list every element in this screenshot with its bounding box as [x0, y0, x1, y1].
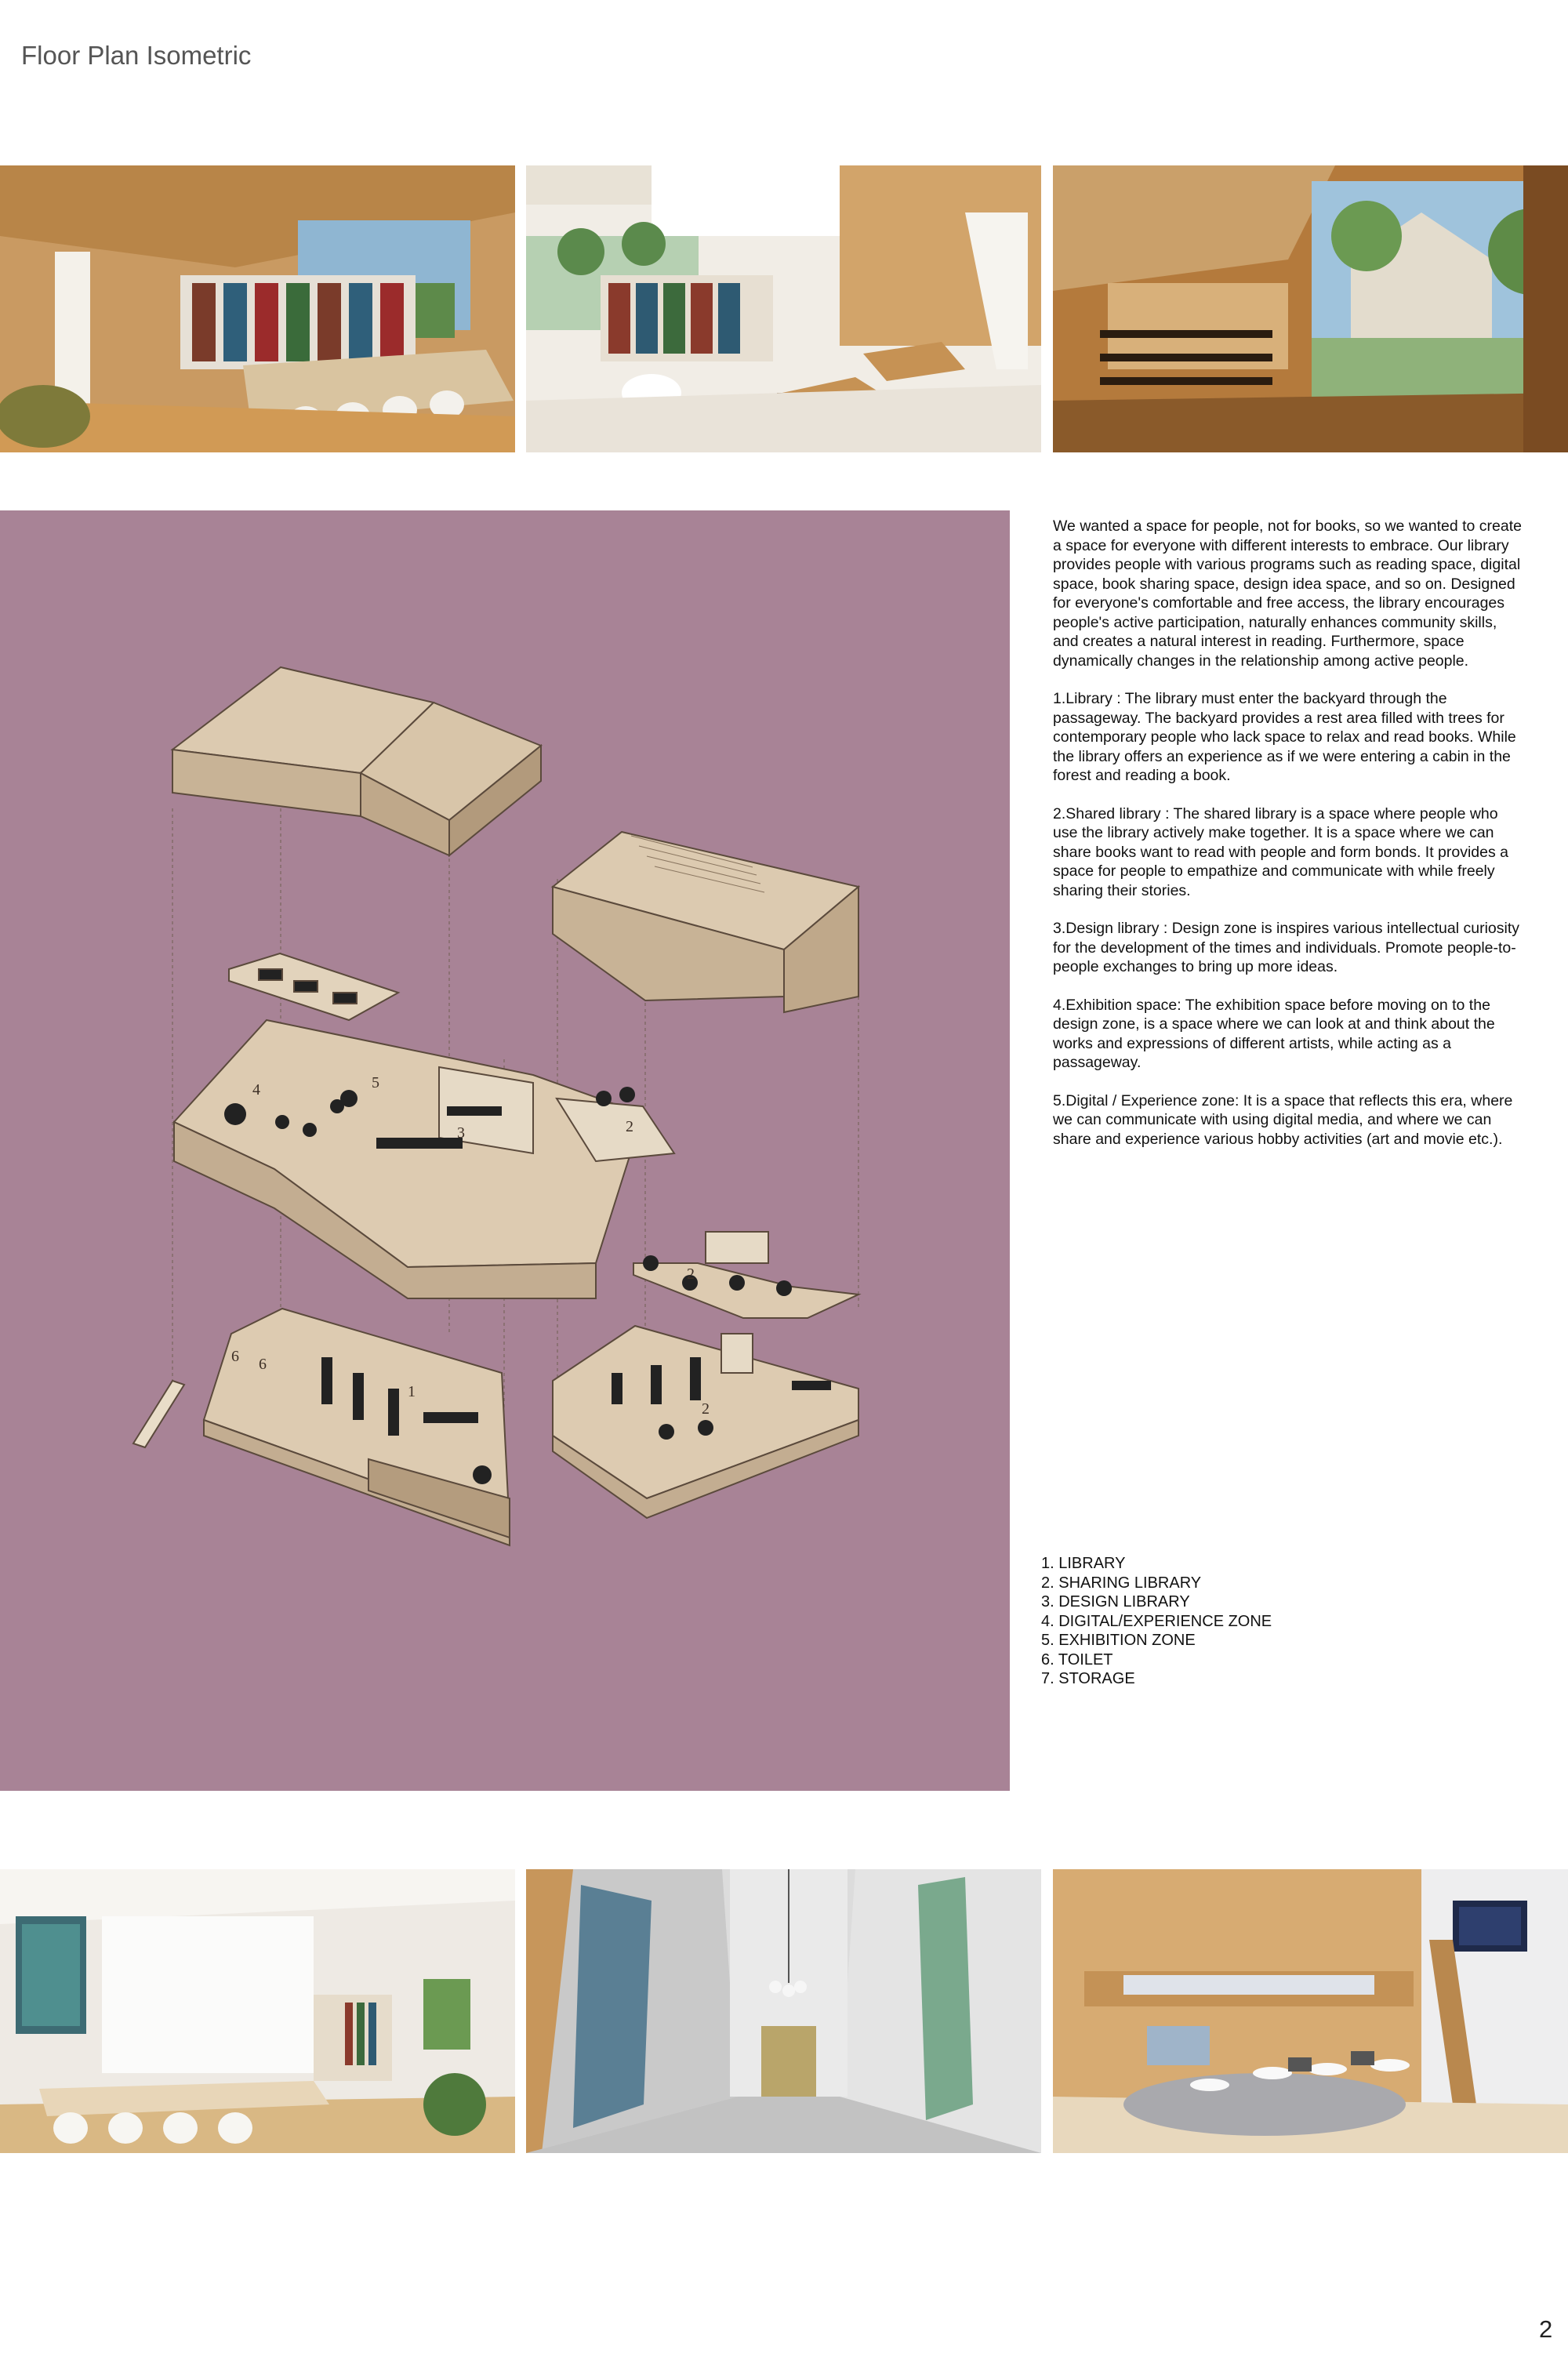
zone-label-2a: 2 [702, 1400, 710, 1418]
mezzanine-slab [229, 953, 398, 1020]
isometric-diagram [0, 510, 1010, 1791]
page-number: 2 [1539, 2315, 1553, 2343]
description-paragraph: 5.Digital / Experience zone: It is a space that reflects this era, where we can communicate with using digital media, and where we can share and experience various hobby activities (art and movie etc.). [1053, 1091, 1513, 1148]
zone-label-2b: 2 [687, 1265, 695, 1283]
description-paragraph: 2.Shared library : The shared library is a space where people who use the library actively make together. It is a space where we can share books want to read with people and form bonds. It provides a space for people to empathize and communicate with while freely sharing their stories. [1053, 804, 1509, 899]
description-paragraph: 4.Exhibition space: The exhibition space before moving on to the design zone, is a space where we can look at and think about the works and expressions of different artists, while acting as a passageway. [1053, 996, 1495, 1071]
description-paragraph: 1.Library : The library must enter the backyard through the passageway. The backyard provides a rest area filled with trees for contemporary people who lack space to relax and read books. While the library offers an experience as if we were entering a cabin in the forest and reading a book. [1053, 690, 1516, 784]
render-backyard-deck [1053, 165, 1568, 452]
description-paragraph: We wanted a space for people, not for books, so we wanted to create a space for everyone with different interests to embrace. Our library provides people with various programs such as reading space, digital space, book sharing space, design idea space, and so on. Designed for everyone's comfortable and free access, the library encourages people's active participation, naturally enhances community skills, and creates a natural interest in reading. Furthermore, space dynamically changes in the relationship among active people. [1053, 517, 1522, 670]
zone-label-6b: 6 [259, 1356, 267, 1373]
zone-label-6a: 6 [231, 1348, 239, 1365]
render-gallery-corridor [526, 1869, 1041, 2153]
zone-label-1: 1 [408, 1383, 416, 1400]
legend-item: 7. STORAGE [1041, 1670, 1135, 1687]
render-study-room [0, 1869, 515, 2153]
legend-item: 1. LIBRARY [1041, 1555, 1126, 1572]
roof-right [553, 832, 858, 1012]
page-title: Floor Plan Isometric [21, 41, 252, 70]
legend-item: 3. DESIGN LIBRARY [1041, 1593, 1190, 1610]
roof-left [172, 667, 541, 855]
render-reading-room [0, 165, 515, 452]
platform-right [633, 1232, 858, 1318]
legend-item: 5. EXHIBITION ZONE [1041, 1632, 1196, 1649]
zone-label-4: 4 [252, 1081, 260, 1098]
render-shared-library [526, 165, 1041, 452]
render-digital-zone [1053, 1869, 1568, 2153]
description-paragraph: 3.Design library : Design zone is inspires various intellectual curiosity for the development of the times and individuals. Promote people-to-people exchanges to bring up more ideas. [1053, 920, 1520, 975]
legend-item: 6. TOILET [1041, 1650, 1113, 1669]
upper-floor [174, 1020, 674, 1298]
description-text [1053, 517, 1523, 1167]
zone-label-3: 3 [457, 1124, 465, 1142]
legend-item: 4. DIGITAL/EXPERIENCE ZONE [1041, 1612, 1272, 1630]
ground-floor-left [133, 1309, 510, 1545]
legend-item: 2. SHARING LIBRARY [1041, 1574, 1202, 1592]
legend [1041, 1554, 1272, 1689]
zone-label-2c: 2 [626, 1118, 633, 1135]
zone-label-5: 5 [372, 1074, 379, 1091]
